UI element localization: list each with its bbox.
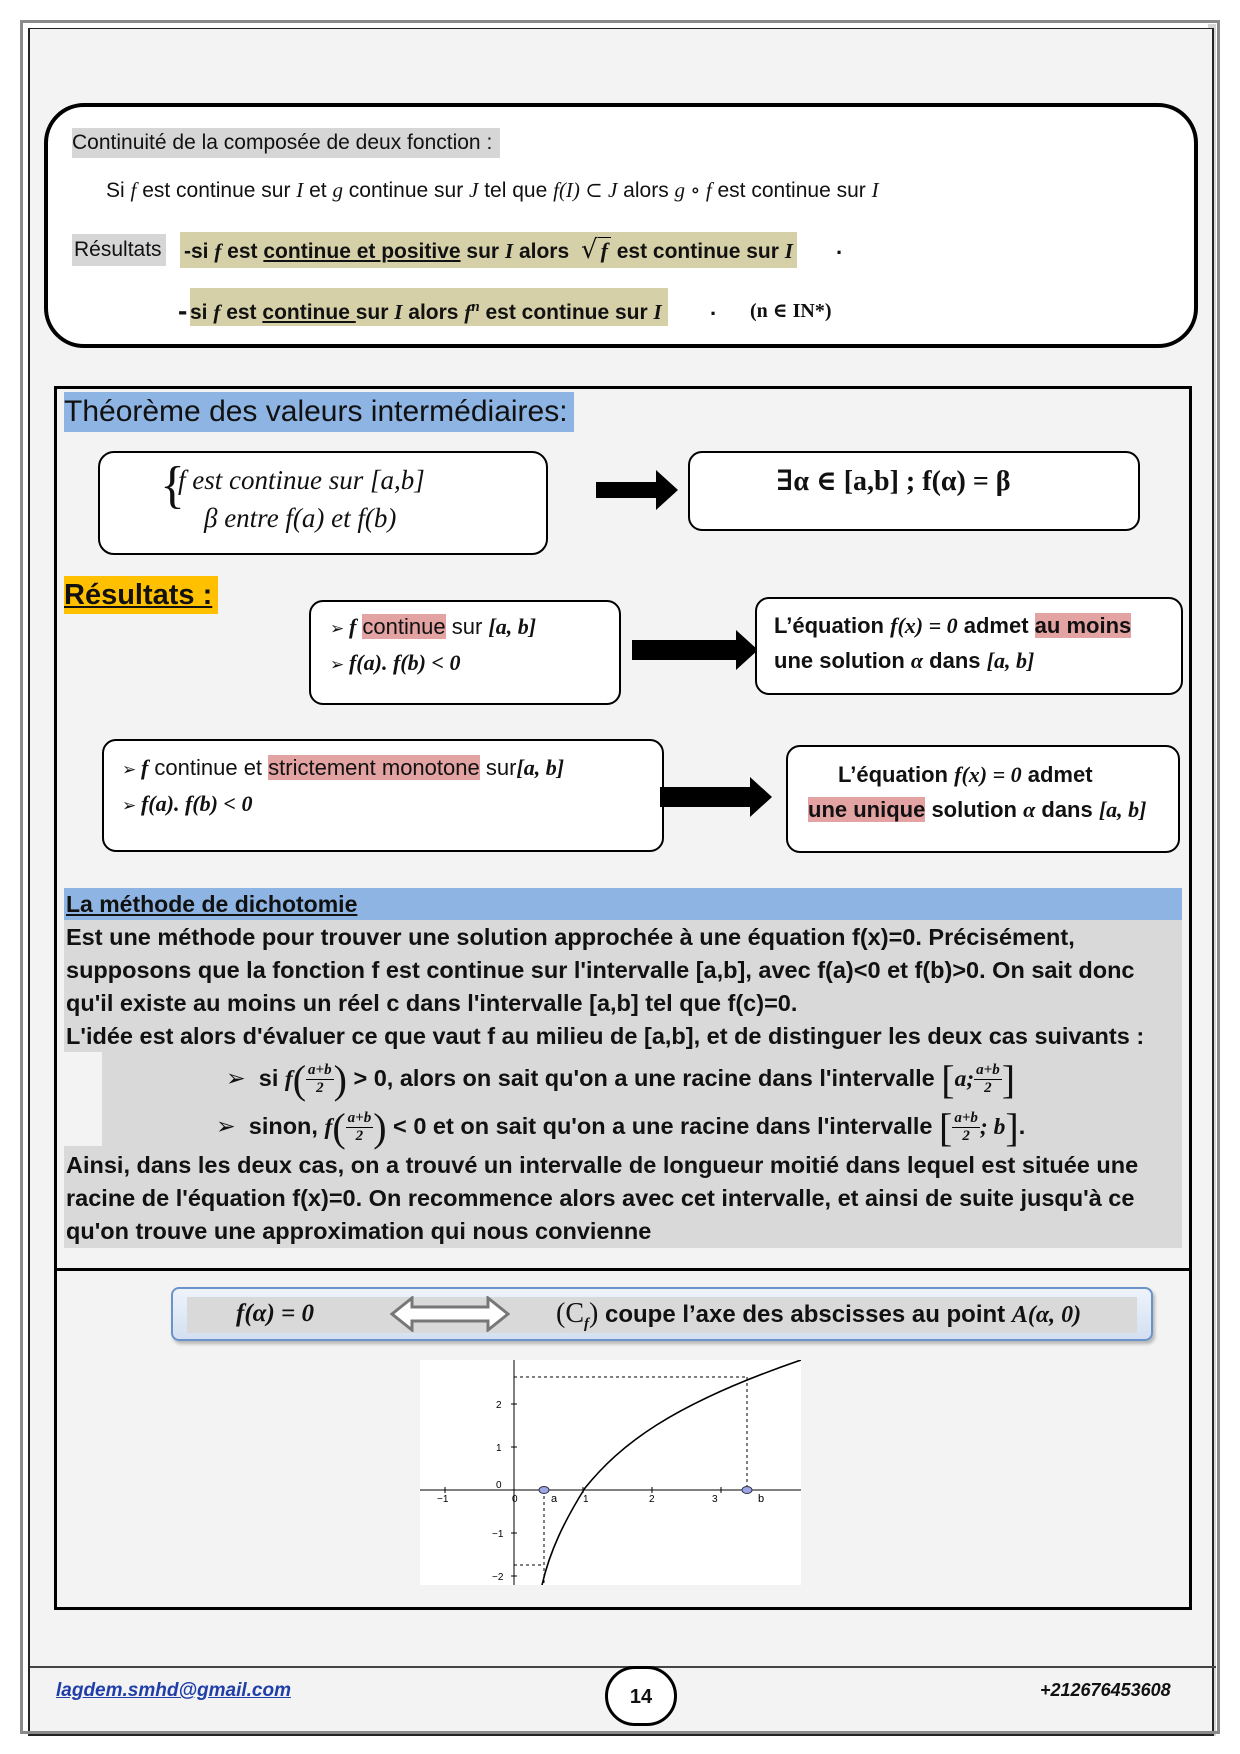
sqrt-symbol: √ f xyxy=(581,232,611,270)
fraction-midpoint xyxy=(952,1110,980,1145)
var-I: I xyxy=(784,239,793,263)
text: sinon, xyxy=(248,1113,325,1139)
equation: f(x) = 0 xyxy=(954,762,1022,787)
var-J: J xyxy=(469,178,479,202)
expr-gof: g ∘ f xyxy=(674,178,712,202)
text: dans xyxy=(1035,797,1099,822)
page-number: 14 xyxy=(605,1666,677,1726)
double-arrow-icon xyxy=(390,1296,510,1332)
text: si xyxy=(190,301,214,324)
dichotomy-title: La méthode de dichotomie xyxy=(66,891,358,917)
bracket-open: [ xyxy=(939,1104,953,1150)
highlight-continue: continue xyxy=(362,614,446,639)
var-a: a; xyxy=(954,1066,975,1092)
paren-open: ( xyxy=(332,1104,346,1150)
text: une solution xyxy=(774,648,911,673)
text: tel que xyxy=(478,179,554,202)
var-b: ; b xyxy=(979,1114,1006,1140)
text: admet xyxy=(1021,762,1093,787)
dichotomy-paragraph-line: qu'il existe au moins un réel c dans l'intervalle [a,b] tel que f(c)=0. xyxy=(66,990,798,1016)
y-tick-label: −1 xyxy=(492,1529,504,1540)
text: sur xyxy=(445,614,489,639)
text: est continue sur xyxy=(479,301,654,324)
text: admet xyxy=(957,613,1035,638)
fraction-midpoint xyxy=(974,1062,1002,1097)
x-tick-label: 3 xyxy=(712,1494,718,1505)
frac-den: 2 xyxy=(355,1128,364,1145)
var-f: f xyxy=(464,300,472,324)
var-I: I xyxy=(296,178,304,202)
result1-conclusion-line1 xyxy=(774,613,1131,639)
frac-den: 2 xyxy=(316,1080,324,1097)
text: alors xyxy=(513,240,575,263)
text: sur xyxy=(355,301,395,324)
dichotomy-paragraph-line: qu'on trouve une approximation qui nous convienne xyxy=(66,1218,652,1244)
fraction-midpoint xyxy=(306,1062,334,1097)
text: -si xyxy=(184,240,215,263)
text: . xyxy=(1018,1113,1026,1139)
interval-ab: [a, b] xyxy=(1098,797,1147,822)
bullet-arrow-icon: ➢ xyxy=(226,1065,259,1091)
implies-arrow xyxy=(660,777,772,817)
dash: - xyxy=(178,295,188,326)
bullet-arrow-icon: ➢ xyxy=(330,655,349,674)
text: L’équation xyxy=(774,613,891,638)
var-I: I xyxy=(504,239,514,263)
result1-conclusion-line2 xyxy=(774,648,1034,674)
y-tick-label: −2 xyxy=(492,1572,504,1583)
bullet-arrow-icon: ➢ xyxy=(122,796,141,815)
bullet-arrow-icon: ➢ xyxy=(330,619,349,638)
result-power-dot: . xyxy=(710,295,717,320)
point-a-marker xyxy=(539,1487,549,1494)
result2-conclusion-line2 xyxy=(808,797,1147,823)
text: dans xyxy=(923,648,987,673)
text: alors xyxy=(617,179,675,202)
bullet-arrow-icon: ➢ xyxy=(122,760,141,779)
implies-arrow xyxy=(632,630,758,670)
var-f: f xyxy=(284,1066,293,1092)
paren-close: ) xyxy=(373,1104,387,1150)
hypothesis-line2: β entre f(a) et f(b) xyxy=(204,503,397,533)
result-sqrt xyxy=(180,232,797,268)
point-b-marker xyxy=(742,1487,752,1494)
frac-den: 2 xyxy=(962,1128,970,1145)
var-f: f xyxy=(324,1114,333,1140)
result-sqrt-dot: . xyxy=(836,234,843,259)
dichotomy-paragraph-line: Ainsi, dans les deux cas, on a trouvé un intervalle de longueur moitié dans lequel est située une xyxy=(66,1152,1139,1178)
bullet-arrow-icon: ➢ xyxy=(216,1113,249,1139)
paren-close: ) xyxy=(333,1056,347,1102)
var-alpha: α xyxy=(1023,797,1036,822)
result1-conclusion-box xyxy=(755,597,1183,695)
var-f: f xyxy=(130,178,137,202)
curve-close: ) xyxy=(589,1298,599,1329)
interval-ab: [a, b] xyxy=(488,614,537,639)
frac-num: a+b xyxy=(347,1110,372,1127)
dichotomy-case1 xyxy=(226,1054,1015,1104)
text: L’équation xyxy=(838,762,955,787)
dichotomy-paragraph-line: racine de l'équation f(x)=0. On recommence alors avec cet intervalle, et ainsi de suite jusqu'à ce xyxy=(66,1185,1135,1211)
sqrt-arg: f xyxy=(598,237,611,263)
frac-num: a+b xyxy=(976,1062,1000,1079)
text-si: Si xyxy=(106,179,131,202)
graph-svg xyxy=(420,1360,801,1585)
hypothesis-line1: f est continue sur [a,b] xyxy=(178,465,425,495)
text: est continue sur xyxy=(136,179,297,202)
implies-arrow xyxy=(596,470,678,510)
text: > 0, alors on sait qu'on a une racine dans l'intervalle xyxy=(346,1065,942,1091)
bracket-close: ] xyxy=(1001,1056,1016,1102)
var-f: f xyxy=(348,614,357,639)
text: est continue sur xyxy=(711,179,872,202)
equiv-left xyxy=(236,1300,314,1328)
results-label: Résultats xyxy=(72,234,166,266)
x-tick-label: 1 xyxy=(583,1494,589,1505)
text: est xyxy=(220,301,263,324)
text: si xyxy=(258,1065,285,1091)
equation: f(x) = 0 xyxy=(890,613,958,638)
composition-statement xyxy=(106,178,879,203)
equation-f-alpha: f(α) = 0 xyxy=(236,1300,315,1327)
dichotomy-paragraph-line: supposons que la fonction f est continue sur l'intervalle [a,b], avec f(a)<0 et f(b)>0. On sait donc xyxy=(66,957,1135,983)
var-f: f xyxy=(140,755,149,780)
dichotomy-paragraph-line: Est une méthode pour trouver une solution approchée à une équation f(x)=0. Précisément, xyxy=(66,924,1075,950)
text: solution xyxy=(925,797,1024,822)
interval-ab: [a, b] xyxy=(986,648,1035,673)
function-graph xyxy=(420,1360,801,1585)
text: sur xyxy=(479,755,517,780)
result2-bullet1 xyxy=(122,755,564,781)
text: alors xyxy=(402,301,465,324)
result1-bullet1 xyxy=(330,614,536,640)
var-I: I xyxy=(394,300,403,324)
var-f: f xyxy=(213,300,221,324)
left-brace: { xyxy=(160,457,185,514)
result1-bullet2 xyxy=(330,650,460,676)
point-a-label: a xyxy=(551,1493,558,1505)
point-b-label: b xyxy=(758,1493,765,1505)
function-curve xyxy=(542,1360,801,1585)
footer-email-link[interactable]: lagdem.smhd@gmail.com xyxy=(56,1680,291,1701)
dichotomy-gap xyxy=(64,1052,102,1146)
var-f: f xyxy=(214,239,222,263)
x-tick-label: 2 xyxy=(649,1494,655,1505)
interval-ab: [a, b] xyxy=(516,755,565,780)
highlight-unique: une unique xyxy=(808,797,926,822)
condition: continue et positive xyxy=(263,240,461,263)
exponent-n: n xyxy=(471,299,480,315)
dichotomy-case2 xyxy=(216,1102,1025,1152)
highlight-monotone: strictement monotone xyxy=(268,755,480,780)
var-I: I xyxy=(653,300,662,324)
var-g: g xyxy=(332,178,343,202)
ivt-title: Théorème des valeurs intermédiaires: xyxy=(64,392,574,432)
paren-open: ( xyxy=(292,1056,307,1102)
bracket-open: [ xyxy=(941,1056,955,1102)
y-tick-label: 0 xyxy=(496,1480,502,1491)
equiv-right xyxy=(556,1298,1081,1333)
curve-open: (C xyxy=(556,1298,584,1329)
text: continue sur xyxy=(342,179,470,202)
point-A: A(α, 0) xyxy=(1011,1302,1082,1328)
product-condition: f(a). f(b) < 0 xyxy=(348,650,461,675)
text: est continue sur xyxy=(610,240,785,263)
product-condition: f(a). f(b) < 0 xyxy=(140,791,253,816)
expr-fI: f(I) ⊂ J xyxy=(553,178,618,202)
frac-den: 2 xyxy=(984,1080,992,1097)
footer-phone: +212676453608 xyxy=(1040,1680,1171,1700)
var-alpha: α xyxy=(910,648,924,673)
text: coupe l’axe des abscisses au point xyxy=(598,1301,1012,1328)
x-tick-label: −1 xyxy=(437,1494,449,1505)
var-I: I xyxy=(871,178,879,202)
condition: continue xyxy=(262,301,356,324)
x-tick-label: 0 xyxy=(512,1494,518,1505)
y-tick-label: 2 xyxy=(496,1400,502,1411)
results-title: Résultats : xyxy=(64,576,218,614)
result-power xyxy=(190,288,668,326)
y-tick-label: 1 xyxy=(496,1443,502,1454)
result2-conclusion-line1 xyxy=(838,762,1093,788)
text: < 0 et on sait qu'on a une racine dans l'intervalle xyxy=(386,1113,940,1139)
curve-sub: f xyxy=(584,1315,589,1332)
n-condition: (n ∈ IN*) xyxy=(750,300,832,322)
text: continue et xyxy=(148,755,269,780)
dichotomy-paragraph-line: L'idée est alors d'évaluer ce que vaut f au milieu de [a,b], et de distinguer les deux cas suivants : xyxy=(66,1023,1145,1049)
section-divider xyxy=(54,1268,1192,1271)
frac-num: a+b xyxy=(954,1110,978,1127)
bracket-close: ] xyxy=(1005,1104,1019,1150)
text: sur xyxy=(460,240,505,263)
frac-num: a+b xyxy=(308,1062,332,1079)
highlight-au-moins: au moins xyxy=(1034,613,1132,638)
text: et xyxy=(303,179,333,202)
text: est xyxy=(221,240,264,263)
composition-title: Continuité de la composée de deux fonction : xyxy=(72,128,500,158)
fraction-midpoint xyxy=(346,1110,374,1145)
conclusion-text: ∃α ∈ [a,b] ; f(α) = β xyxy=(776,466,1011,497)
result2-bullet2 xyxy=(122,791,252,817)
